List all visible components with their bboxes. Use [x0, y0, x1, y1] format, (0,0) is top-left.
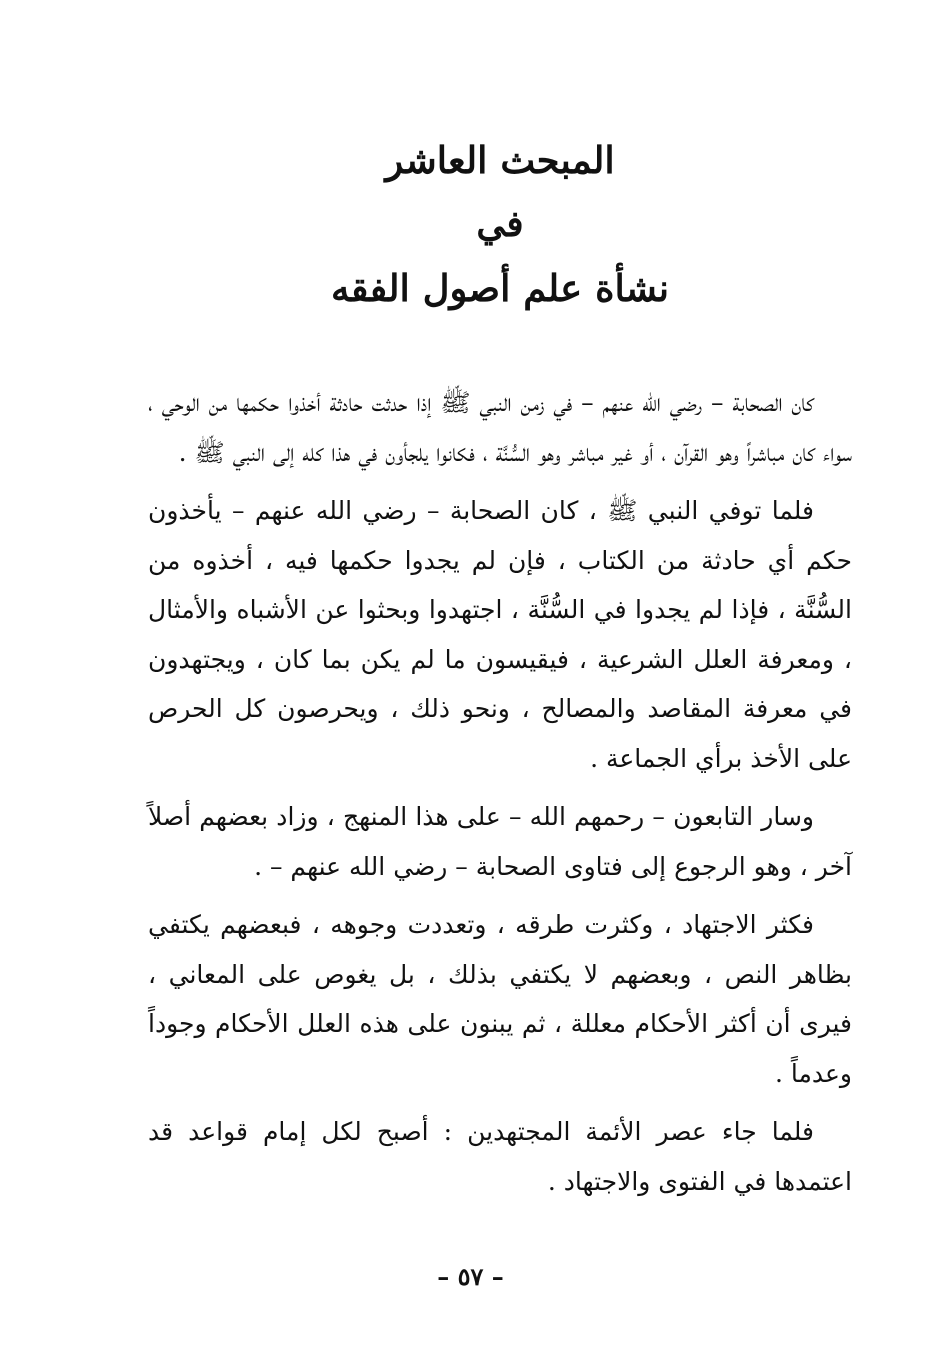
paragraph-5: فلما جاء عصر الأئمة المجتهدين : أصبح لكل إمام قواعد قد اعتمدها في الفتوى والاجتهاد .: [148, 1117, 852, 1196]
paragraph-4: فكثر الاجتهاد ، وكثرت طرقه ، وتعددت وجوهه ، فبعضهم يكتفي بظاهر النص ، وبعضهم لا يكتفي بذلك ، بل يغوص على المعاني ، فيرى أن أكثر الأحكام معللة ، ثم يبنون على هذه العلل الأحكام وجوداً وعدماً .: [148, 910, 852, 1088]
chapter-heading: [150, 128, 850, 320]
paragraph-2: فلما توفي النبي ﷺ ، كان الصحابة – رضي الله عنهم – يأخذون حكم أي حادثة من الكتاب ، فإن لم يجدوا حكمها فيه ، أخذوه من السُّنَّة ، فإذا لم يجدوا في السُّنَّة ، اجتهدوا وبحثوا عن الأشباه والأمثال ، ومعرفة العلل الشرعية ، فيقيسون ما لم يكن بما كان ، ويجتهدون في معرفة المقاصد والمصالح ، ونحو ذلك ، ويحرصون كل الحرص على الأخذ برأي الجماعة .: [148, 496, 852, 773]
heading-line-1: المبحث العاشر: [385, 138, 615, 182]
heading-line-2: في: [476, 203, 524, 245]
paragraph-1: كان الصحابة – رضي الله عنهم – في زمن النبي ﷺ إذا حدثت حادثة أخذوا حكمها من الوحي ، سواء كان مباشراً وهو القرآن ، أو غير مباشر وهو السُّنَّة ، فكانوا يلجأون في هذا كله إلى النبي ﷺ .: [148, 388, 852, 467]
paragraph-3: وسار التابعون – رحمهم الله – على هذا المنهج ، وزاد بعضهم أصلاً آخر ، وهو الرجوع إلى فتاوى الصحابة – رضي الله عنهم – .: [148, 802, 852, 881]
heading-line-3: نشأة علم أصول الفقه: [330, 266, 670, 310]
page-number: – ٥٧ –: [437, 1262, 504, 1291]
body-text: [148, 378, 852, 1215]
